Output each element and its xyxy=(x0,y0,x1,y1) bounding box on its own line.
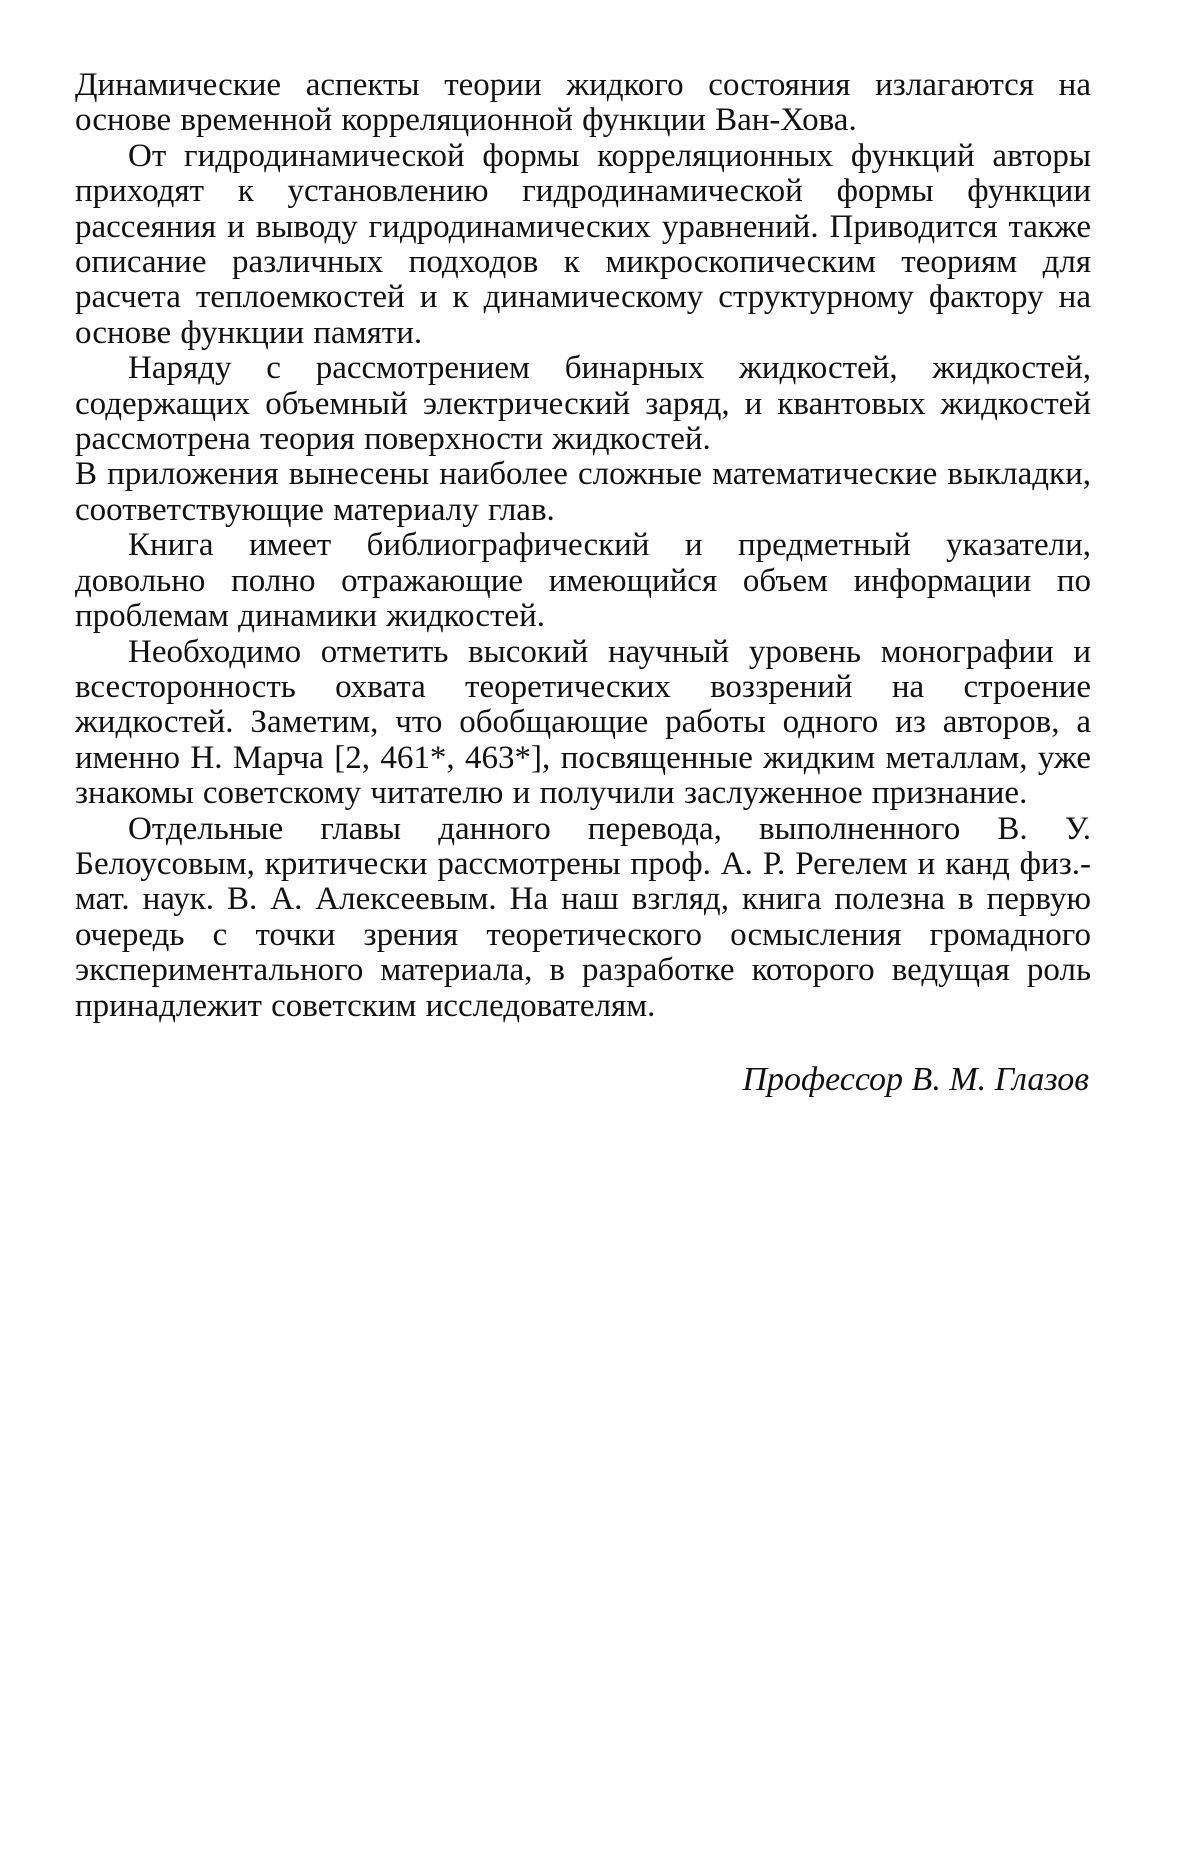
paragraph-3: Наряду с рассмотрением бинарных жидкостей, жидкостей, содержащих объемный электрический заряд, и квантовых жидкостей рассмотрена теория поверхности жидкостей. xyxy=(75,350,1091,458)
paragraph-4: В приложения вынесены наиболее сложные математические выкладки, соответствующие материалу глав. xyxy=(75,456,1091,528)
paragraph-6: Необходимо отметить высокий научный уровень монографии и всесторонность охвата теоретических воззрений на строение жидкостей. Заметим, что обобщающие работы одного из авторов, а именно Н. Марча [2, 461*, 463*], посвященные жидким металлам, уже знакомы советскому читателю и получили заслуженное признание. xyxy=(75,633,1091,812)
paragraph-7: Отдельные главы данного перевода, выполненного В. У. Белоусовым, критически рассмотрены проф. А. Р. Регелем и канд физ.-мат. наук. В. А. Алексеевым. На наш взгляд, книга полезна в первую очередь с точки зрения теоретического осмысления громадного экспериментального материала, в разработке которого ведущая роль принадлежит советским исследователям. xyxy=(75,810,1091,1024)
document-page xyxy=(75,68,1091,1100)
paragraph-5: Книга имеет библиографический и предметный указатели, довольно полно отражающие имеющийся объем информации по проблемам динамики жидкостей. xyxy=(75,527,1091,635)
author-signature: Профессор В. М. Глазов xyxy=(742,1060,1089,1098)
paragraph-2: От гидродинамической формы корреляционных функций авторы приходят к установлению гидродинамической формы функции рассеяния и выводу гидродинамических уравнений. Приводится также описание различных подходов к микроскопическим теориям для расчета теплоемкостей и к динамическому структурному фактору на основе функции памяти. xyxy=(75,137,1091,351)
paragraph-1: Динамические аспекты теории жидкого состояния излагаются на основе временной корреляционной функции Ван-Хова. xyxy=(75,67,1091,139)
